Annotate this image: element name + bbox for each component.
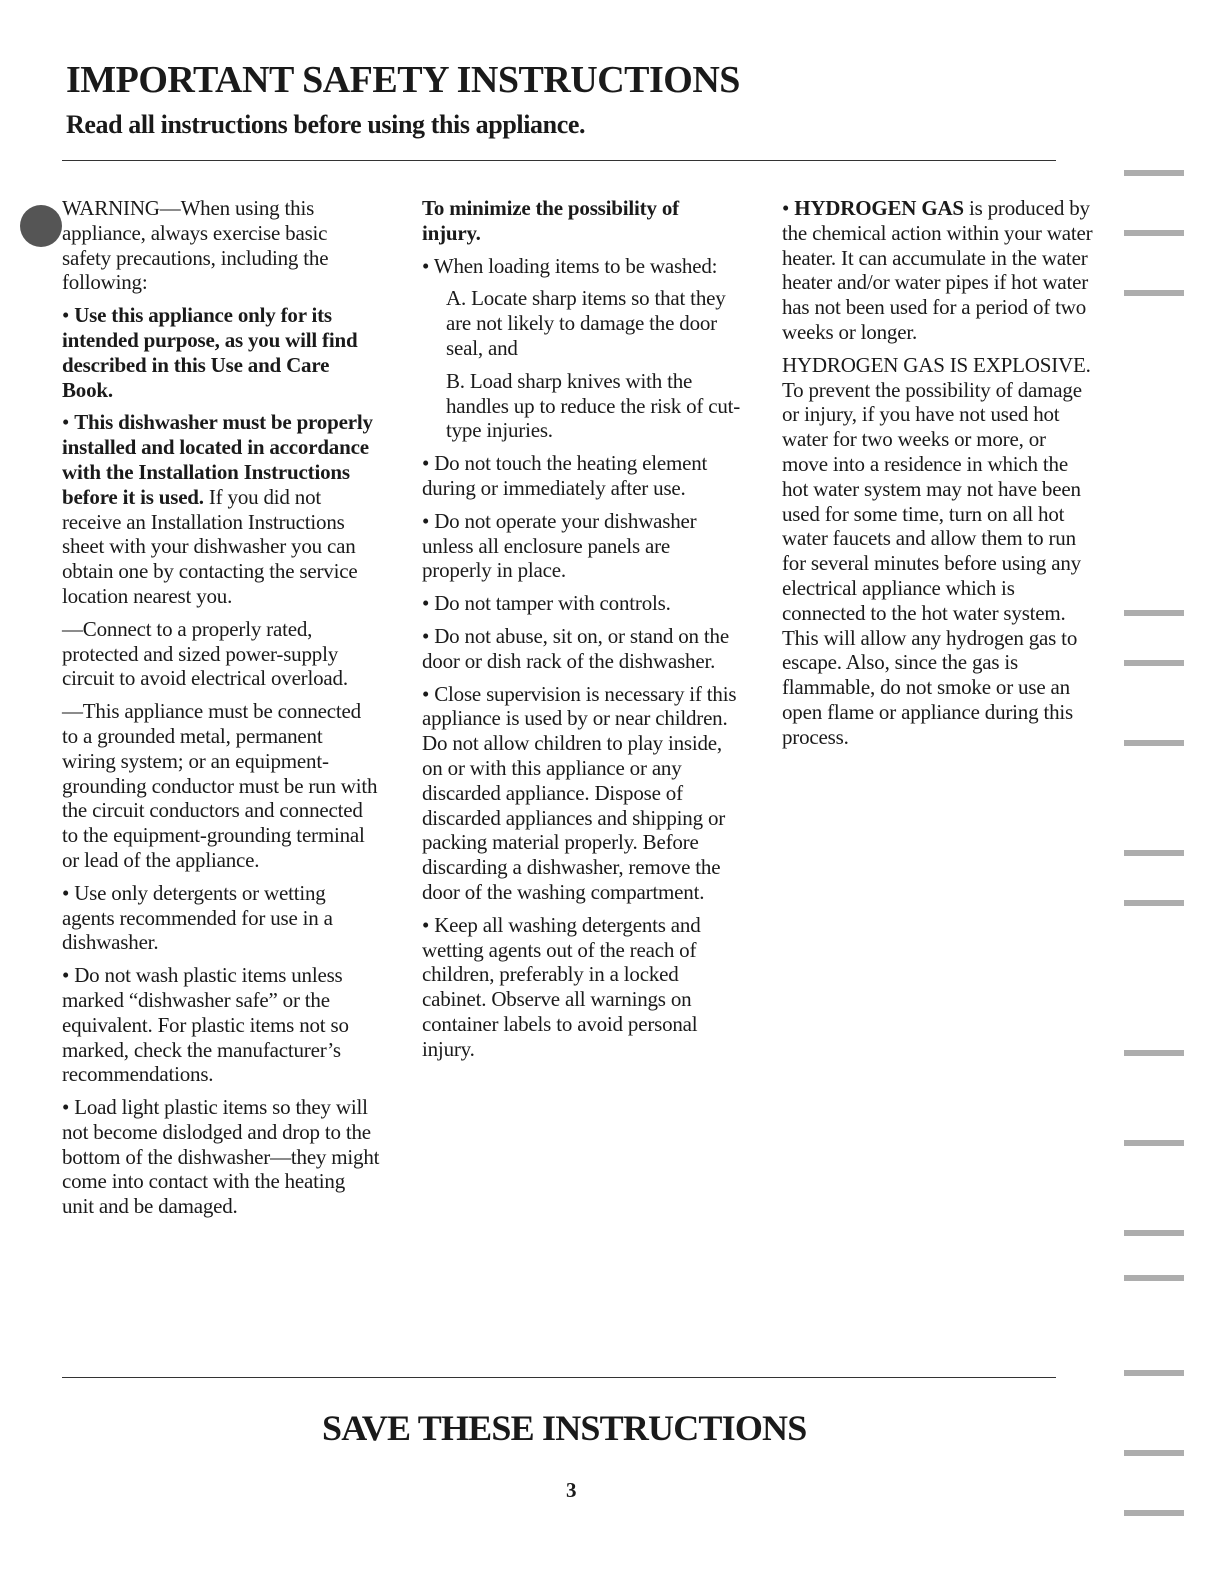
scan-margin-artifacts (1104, 0, 1204, 1584)
bullet-icon: • (62, 303, 75, 328)
column-right (782, 196, 1094, 758)
page-number: 3 (566, 1478, 577, 1502)
warning-label: WARNING (62, 196, 160, 220)
bullet-icon: • (62, 1095, 75, 1120)
bullet-icon: • (62, 880, 75, 905)
page-title: IMPORTANT SAFETY INSTRUCTIONS (66, 59, 740, 101)
bottom-divider (62, 1377, 1056, 1378)
bullet-icon: • (422, 912, 435, 937)
column-middle (422, 196, 742, 1070)
bullet-icon: • (422, 591, 435, 616)
top-divider (62, 160, 1056, 161)
warning-paragraph (62, 196, 380, 295)
scan-mark (1124, 1510, 1184, 1516)
warning-dot-icon (20, 205, 62, 247)
bullet-icon: • (422, 508, 435, 533)
list-item: • Close supervision is necessary if this appliance is used by or near children. Do not allow children to play inside, on or with this appliance or any discarded appliance. Dispose of discarded appliances and shipping or packing material properly. Before discarding a dishwasher, remove the door of the washing compartment. (422, 681, 737, 904)
list-item: • Do not tamper with controls. (422, 591, 671, 616)
column-left (62, 196, 380, 1227)
scan-mark (1124, 1050, 1184, 1056)
explosive-paragraph: HYDROGEN GAS IS EXPLOSIVE. To prevent the possibility of damage or injury, if you have not used hot water for two weeks or more, or move into a residence in which the hot water system may not have been used for some time, turn on all hot water faucets and allow them to run for several minutes before using any electrical appliance which is connected to the hot water system. This will allow any hydrogen gas to escape. Also, since the gas is flammable, do not smoke or use an open flame or appliance during this process. (782, 352, 1091, 749)
list-item: • Do not abuse, sit on, or stand on the door or dish rack of the dishwasher. (422, 623, 729, 673)
list-item: • This dishwasher must be properly installed and located in accordance with the Installation Instructions before it is used. If you did not receive an Installation Instructions sheet with your dishwasher you can obtain one by contacting the service location nearest you. (62, 410, 373, 608)
bullet-icon: • (62, 410, 75, 435)
list-item: • Use this appliance only for its intended purpose, as you will find described in this Use and Care Book. (62, 303, 358, 402)
scan-mark (1124, 1450, 1184, 1456)
scan-mark (1124, 610, 1184, 616)
scan-mark (1124, 850, 1184, 856)
scan-mark (1124, 900, 1184, 906)
scan-mark (1124, 170, 1184, 176)
list-item: —Connect to a properly rated, protected and sized power-supply circuit to avoid electrical overload. (62, 616, 348, 691)
bullet-icon: • (422, 681, 435, 706)
hydrogen-paragraph: • HYDROGEN GAS is produced by the chemical action within your water heater. It can accumulate in the water heater and/or water pipes if hot water has not been used for a period of two weeks or longer. (782, 196, 1093, 344)
bullet-icon: • (782, 196, 795, 220)
list-item: • Use only detergents or wetting agents recommended for use in a dishwasher. (62, 880, 333, 955)
sub-item: A. Locate sharp items so that they are not likely to damage the door seal, and (446, 286, 726, 360)
scan-mark (1124, 1140, 1184, 1146)
list-item: • When loading items to be washed: (422, 253, 718, 278)
scan-mark (1124, 1230, 1184, 1236)
scan-mark (1124, 230, 1184, 236)
page-subtitle: Read all instructions before using this appliance. (66, 110, 586, 139)
bullet-icon: • (422, 451, 435, 476)
list-item: • Do not wash plastic items unless marked “dishwasher safe” or the equivalent. For plastic items not so marked, check the manufacturer’s recommendations. (62, 963, 349, 1087)
save-instructions-title: SAVE THESE INSTRUCTIONS (322, 1408, 807, 1448)
sub-item: B. Load sharp knives with the handles up to reduce the risk of cut-type injuries. (446, 368, 741, 443)
list-item: —This appliance must be connected to a grounded metal, permanent wiring system; or an equipment-grounding conductor must be run with the circuit conductors and connected to the equipment-grounding terminal or lead of the appliance. (62, 699, 378, 872)
list-item: • Do not touch the heating element during or immediately after use. (422, 451, 708, 500)
bullet-icon: • (422, 253, 434, 278)
section-heading: To minimize the possibility of injury. (422, 196, 679, 245)
list-item: • Keep all washing detergents and wetting agents out of the reach of children, preferably in a locked cabinet. Observe all warnings on container labels to avoid personal injury. (422, 912, 701, 1061)
hydrogen-label: HYDROGEN GAS (794, 196, 964, 220)
warning-text: —When using this appliance, always exercise basic safety precautions, including the following: (62, 196, 329, 295)
scan-mark (1124, 290, 1184, 296)
scan-mark (1124, 740, 1184, 746)
list-item: • Do not operate your dishwasher unless all enclosure panels are properly in place. (422, 508, 697, 583)
scan-mark (1124, 1275, 1184, 1281)
bullet-icon: • (422, 623, 435, 648)
list-item: • Load light plastic items so they will not become dislodged and drop to the bottom of the dishwasher—they might come into contact with the heating unit and be damaged. (62, 1095, 380, 1219)
bullet-icon: • (62, 963, 75, 988)
scan-mark (1124, 660, 1184, 666)
scan-mark (1124, 1370, 1184, 1376)
